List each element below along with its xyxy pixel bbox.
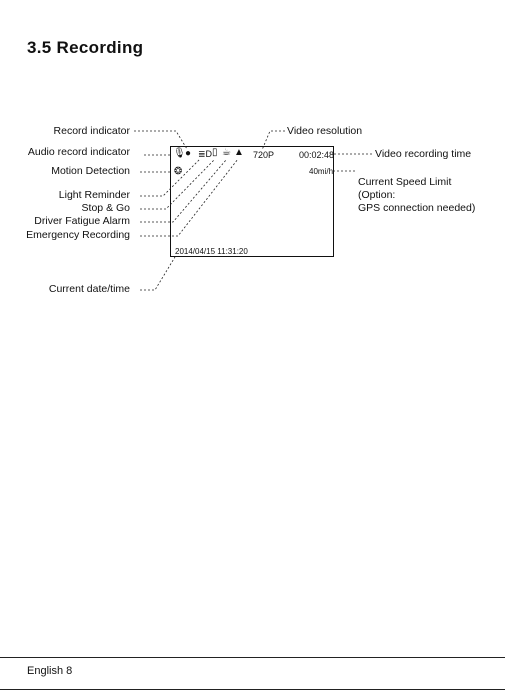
leader-resolution bbox=[262, 131, 285, 150]
video-resolution-value: 720P bbox=[253, 150, 275, 160]
leader-stop-and-go bbox=[140, 160, 214, 209]
recording-time-value: 00:02:48 bbox=[299, 150, 335, 160]
label-video-recording-time: Video recording time bbox=[375, 148, 472, 160]
leader-fatigue-alarm bbox=[140, 160, 226, 222]
label-driver-fatigue-alarm: Driver Fatigue Alarm bbox=[34, 215, 130, 227]
label-motion-detection: Motion Detection bbox=[51, 165, 130, 177]
label-speed-limit-2: (Option: bbox=[358, 189, 396, 201]
record-dot-icon: ● bbox=[185, 148, 192, 159]
speed-limit-value: 40mi/h bbox=[309, 167, 334, 176]
label-light-reminder: Light Reminder bbox=[58, 189, 130, 201]
label-video-resolution: Video resolution bbox=[287, 125, 363, 137]
section-title: 3.5 Recording bbox=[27, 38, 144, 57]
headlight-icon: ≣D bbox=[198, 149, 213, 159]
leader-emergency bbox=[140, 159, 238, 236]
label-current-datetime: Current date/time bbox=[48, 283, 130, 295]
leader-datetime bbox=[140, 257, 175, 290]
footer-divider-top bbox=[0, 657, 505, 658]
label-speed-limit-1: Current Speed Limit bbox=[358, 176, 452, 188]
warning-triangle-icon: ▲ bbox=[234, 147, 244, 158]
datetime-value: 2014/04/15 11:31:20 bbox=[175, 247, 248, 256]
label-record-indicator: Record indicator bbox=[53, 125, 130, 137]
stop-and-go-icon: ▯ bbox=[212, 147, 218, 158]
leader-record-indicator bbox=[134, 131, 187, 149]
leader-light-reminder bbox=[140, 159, 200, 196]
label-speed-limit-3: GPS connection needed) bbox=[358, 202, 476, 214]
label-emergency-recording: Emergency Recording bbox=[26, 229, 130, 241]
label-audio-record-indicator: Audio record indicator bbox=[27, 146, 130, 158]
label-stop-and-go: Stop & Go bbox=[81, 202, 130, 214]
motion-detection-icon: ❂ bbox=[174, 166, 183, 177]
footer-page-label: English 8 bbox=[27, 665, 73, 677]
coffee-cup-icon: ☕︎ bbox=[222, 147, 231, 158]
footer-divider-bottom bbox=[0, 689, 505, 690]
microphone-icon: 🎙︎ bbox=[173, 148, 186, 159]
